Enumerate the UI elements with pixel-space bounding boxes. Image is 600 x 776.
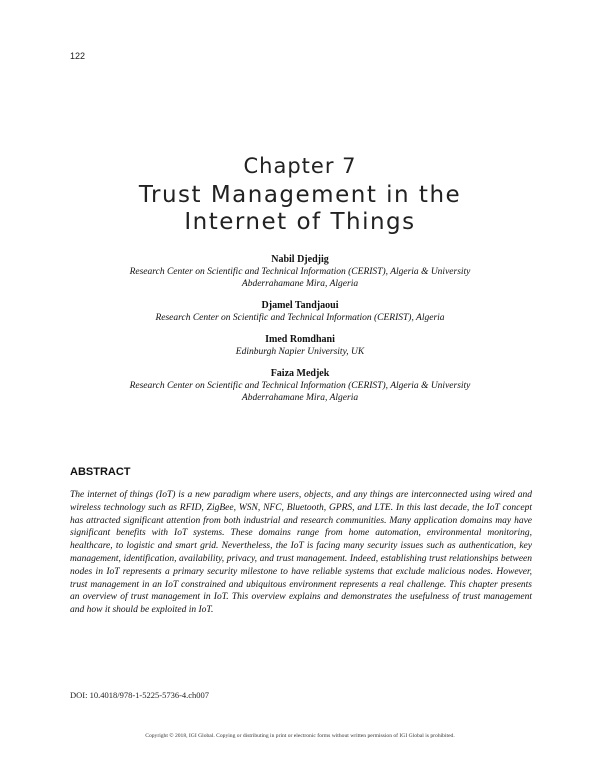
chapter-label: Chapter 7 (243, 154, 357, 178)
author-affiliation: Edinburgh Napier University, UK (235, 347, 365, 357)
author-block (80, 367, 520, 404)
author-affiliation: Abderrahamane Mira, Algeria (241, 279, 359, 289)
abstract-body: The internet of things (IoT) is a new paradigm where users, objects, and any things are interconnected using wired and wireless technology such as RFID, ZigBee, WSN, NFC, Bluetooth, GPRS, and LTE. In this last decade, the IoT concept has attracted significant attention from both industrial and research communities. Many application domains may have significant benefits with IoT systems. These domains range from home automation, environmental monitoring, healthcare, to logistic and smart grid. Nevertheless, the IoT is facing many security issues such as authentication, key management, identification, availability, privacy, and trust management. Indeed, establishing trust relationships between nodes in IoT represents a primary security milestone to have reliable systems that exclude malicious nodes. However, trust management in an IoT constrained and ubiquitous environment represents a real challenge. This chapter presents an overview of trust management in IoT. This overview explains and demonstrates the usefulness of trust management and how it should be exploited in IoT. (70, 490, 532, 616)
doi: DOI: 10.4018/978-1-5225-5736-4.ch007 (70, 690, 210, 700)
author-block (80, 299, 520, 324)
author-name: Djamel Tandjaoui (261, 300, 339, 311)
chapter-title-line-2: Internet of Things (184, 209, 416, 235)
author-affiliation: Research Center on Scientific and Technical Information (CERIST), Algeria (155, 313, 445, 323)
author-name: Nabil Djedjig (271, 254, 329, 265)
author-name: Faiza Medjek (270, 368, 330, 379)
author-name: Imed Romdhani (265, 334, 335, 345)
author-affiliation: Abderrahamane Mira, Algeria (241, 393, 359, 403)
author-affiliation: Research Center on Scientific and Technical Information (CERIST), Algeria & University (129, 381, 471, 391)
author-block (80, 333, 520, 358)
page-number: 122 (70, 51, 86, 61)
chapter-title-line-1: Trust Management in the (138, 182, 462, 208)
author-list (80, 253, 520, 413)
author-block (80, 253, 520, 290)
copyright-notice: Copyright © 2018, IGI Global. Copying or distributing in print or electronic forms without written permission of IGI Global is prohibited. (145, 733, 455, 739)
chapter-title (100, 182, 500, 236)
abstract-heading: ABSTRACT (70, 466, 131, 478)
author-affiliation: Research Center on Scientific and Technical Information (CERIST), Algeria & University (129, 267, 471, 277)
